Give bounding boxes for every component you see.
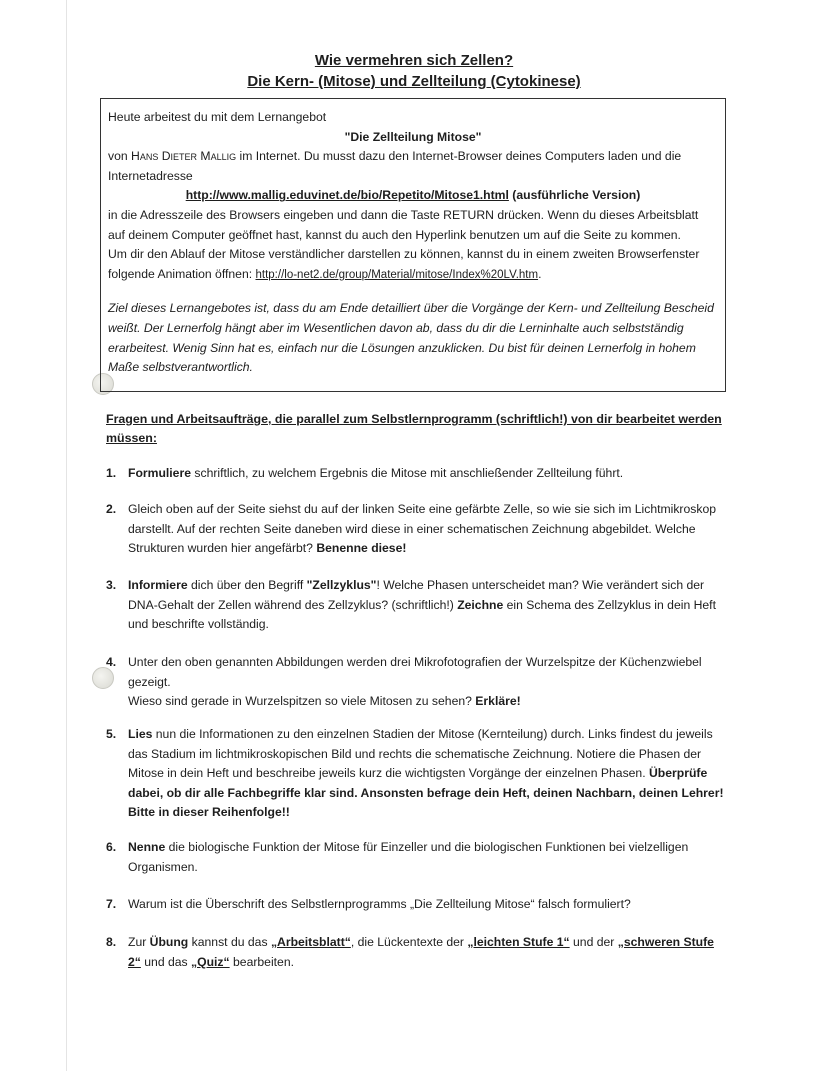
offer-title: "Die Zellteilung Mitose" bbox=[344, 129, 482, 144]
link-leichte-stufe[interactable]: „leichten Stufe 1“ bbox=[467, 935, 570, 949]
info-box bbox=[100, 98, 726, 392]
link-arbeitsblatt[interactable]: „Arbeitsblatt“ bbox=[270, 935, 351, 949]
title-line-1: Wie vermehren sich Zellen? bbox=[314, 52, 514, 69]
intro-text: Heute arbeitest du mit dem Lernangebot bbox=[108, 110, 327, 124]
page-edge bbox=[66, 0, 67, 1071]
tasks-heading: Fragen und Arbeitsaufträge, die parallel zum Selbstlernprogramm (schriftlich!) von dir bearbeitet werden müssen: bbox=[106, 412, 722, 445]
question-6: 6. Nenne die biologische Funktion der Mitose für Einzeller und die biologischen Funktionen bei vielzelligen Organismen. bbox=[106, 840, 689, 874]
question-5: 5. Lies nun die Informationen zu den einzelnen Stadien der Mitose (Kernteilung) durch. Links findest du jeweils das Stadium im lichtmikroskopischen Bild und rechts die schematische Zeichnung. Notiere die Phasen der Mitose in dein Heft und beschreibe jeweils kurz die wichtigsten Vorgänge der einzelnen Phasen. Überprüfe dabei, ob dir alle Fachbegriffe klar sind. Ansonsten befrage dein Heft, deinen Nachbarn, deinen Lehrer! Bitte in dieser Reihenfolge!! bbox=[106, 727, 724, 820]
title-line-2: Die Kern- (Mitose) und Zellteilung (Cytokinese) bbox=[247, 73, 581, 90]
link-quiz[interactable]: „Quiz“ bbox=[191, 954, 230, 969]
author-line: von Hans Dieter Mallig im Internet. Du musst dazu den Internet-Browser deines Computers laden und die Internetadresse bbox=[108, 149, 682, 183]
link-schwere-stufe[interactable]: „schweren Stufe 2“ bbox=[128, 935, 714, 969]
question-4: 4. Unter den oben genannten Abbildungen werden drei Mikrofotografien der Wurzelspitze der Küchenzwiebel gezeigt. Wieso sind gerade in Wurzelspitzen so viele Mitosen zu sehen? Erkläre! bbox=[106, 655, 702, 709]
question-8: 8. Zur Übung kannst du das „Arbeitsblatt“, die Lückentexte der „leichten Stufe 1“ und der „schweren Stufe 2“ und das „Quiz“ bearbeiten. bbox=[106, 935, 714, 969]
author-name: Hans Dieter Mallig bbox=[131, 149, 237, 164]
question-1: 1. Formuliere schriftlich, zu welchem Ergebnis die Mitose mit anschließender Zellteilung führt. bbox=[106, 466, 624, 480]
question-2: 2. Gleich oben auf der Seite siehst du auf der linken Seite eine gefärbte Zelle, so wie sie sich im Lichtmikroskop darstellt. Auf der rechten Seite daneben wird diese in einer schematischen Zeichnung abgebildet. Welche Strukturen wurden hier angefärbt? Benenne diese! bbox=[106, 502, 717, 556]
animation-instructions: Um dir den Ablauf der Mitose verständlicher darstellen zu können, kannst du in einem zweiten Browserfenster folgende Animation öffnen: http://lo-net2.de/group/Material/mitose/Index%20LV.htm. bbox=[108, 247, 700, 281]
mitose-link[interactable]: http://www.mallig.eduvinet.de/bio/Repetito/Mitose1.html bbox=[185, 188, 509, 203]
learning-goal: Ziel dieses Lernangebotes ist, dass du am Ende detailliert über die Vorgänge der Kern- und Zellteilung Bescheid weißt. Der Lernerfolg hängt aber im Wesentlichen davon ab, dass du dir die Lerninhalte auch selbstständig erarbeitest. Wenig Sinn hat es, einfach nur die Lösungen anzuklicken. Du bist für deinen Lernerfolg in hohem Maße selbstverantwortlich. bbox=[108, 301, 714, 375]
animation-link[interactable]: http://lo-net2.de/group/Material/mitose/Index%20LV.htm bbox=[255, 268, 539, 281]
address-instructions: in die Adresszeile des Browsers eingeben und dann die Taste RETURN drücken. Wenn du dieses Arbeitsblatt auf deinem Computer geöffnet hast, kannst du auch den Hyperlink benutzen um auf die Seite zu kommen. bbox=[108, 207, 699, 242]
question-7: 7. Warum ist die Überschrift des Selbstlernprogramms „Die Zellteilung Mitose“ falsch formuliert? bbox=[106, 897, 631, 911]
url-line: http://www.mallig.eduvinet.de/bio/Repetito/Mitose1.html (ausführliche Version) bbox=[185, 188, 641, 203]
question-3: 3. Informiere dich über den Begriff "Zellzyklus"! Welche Phasen unterscheidet man? Wie verändert sich der DNA-Gehalt der Zellen während des Zellzyklus? (schriftlich!) Zeichne ein Schema des Zellzyklus in dein Heft und beschrifte vollständig. bbox=[106, 578, 716, 632]
